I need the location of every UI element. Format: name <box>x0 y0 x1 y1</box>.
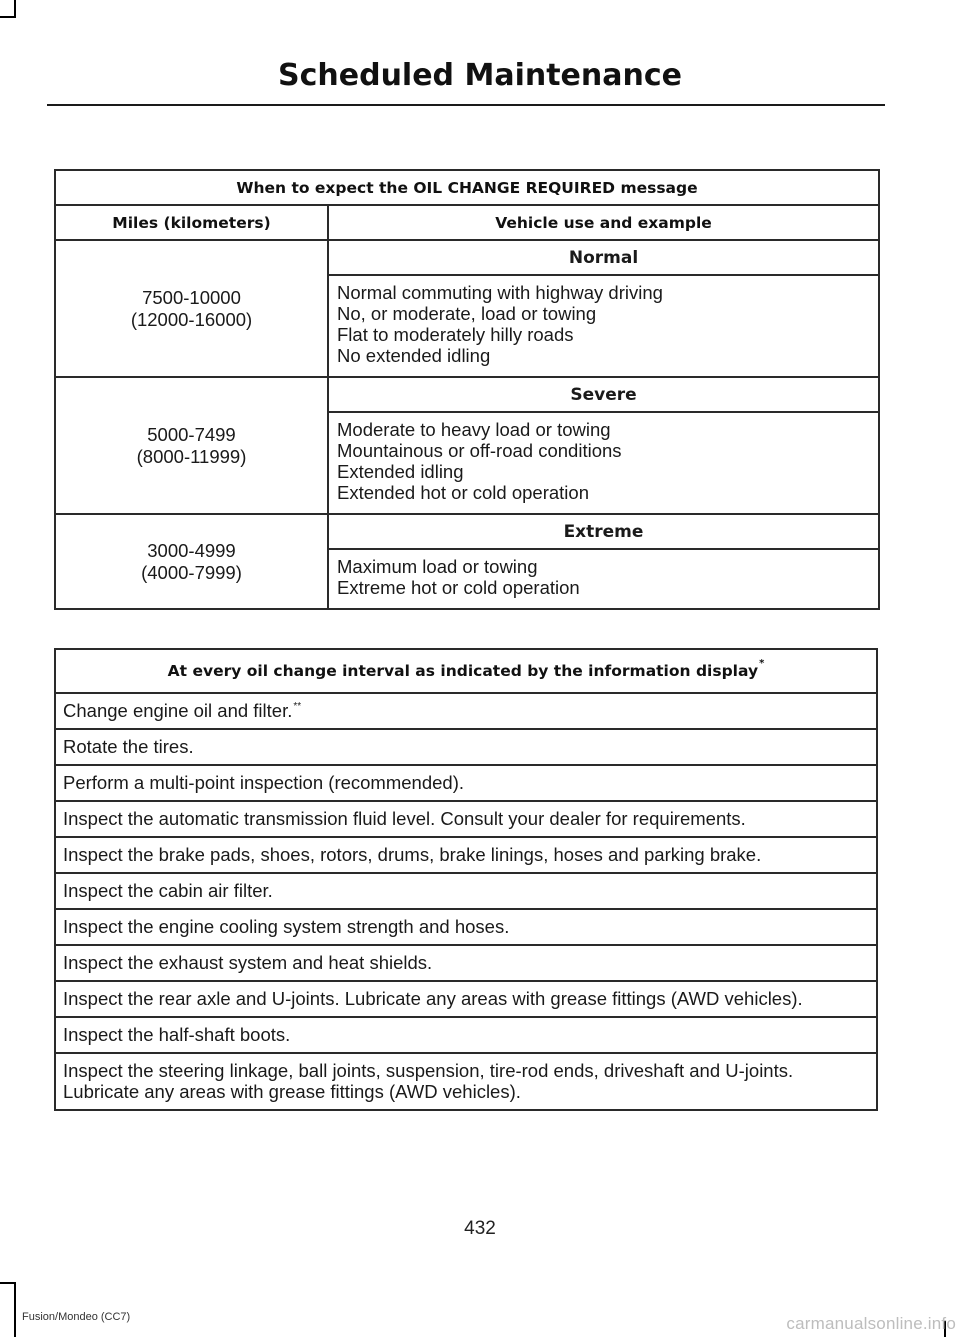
maintenance-item: Inspect the brake pads, shoes, rotors, drums, brake linings, hoses and parking brake. <box>63 844 762 865</box>
maintenance-item: Perform a multi-point inspection (recommended). <box>63 772 464 793</box>
column-header-vehicle-use: Vehicle use and example <box>328 205 879 240</box>
usage-category: Severe <box>328 377 879 412</box>
table-row <box>55 801 877 837</box>
maintenance-item: Inspect the cabin air filter. <box>63 880 273 901</box>
usage-line: Extended idling <box>337 461 464 482</box>
usage-line: Flat to moderately hilly roads <box>337 324 574 345</box>
usage-line: Extreme hot or cold operation <box>337 577 580 598</box>
usage-line: No extended idling <box>337 345 491 366</box>
maintenance-item: Inspect the half-shaft boots. <box>63 1024 291 1045</box>
miles-value: 3000-4999 <box>147 539 236 561</box>
usage-category: Extreme <box>328 514 879 549</box>
header-divider <box>47 104 885 106</box>
table-row <box>55 1053 877 1110</box>
page-number: 432 <box>464 1218 496 1239</box>
crop-mark <box>0 1282 16 1284</box>
table-row <box>55 873 877 909</box>
kilometers-value: (4000-7999) <box>141 561 242 583</box>
column-header-miles: Miles (kilometers) <box>55 205 328 240</box>
table-row <box>55 729 877 765</box>
usage-line: Mountainous or off-road conditions <box>337 440 622 461</box>
interval-range-cell <box>55 240 328 377</box>
crop-mark <box>14 1282 16 1337</box>
table-row <box>55 765 877 801</box>
usage-line: Normal commuting with highway driving <box>337 282 663 303</box>
usage-line: Extended hot or cold operation <box>337 482 589 503</box>
maintenance-item: Inspect the engine cooling system strength and hoses. <box>63 916 510 937</box>
table-row <box>55 981 877 1017</box>
maintenance-item: Rotate the tires. <box>63 736 194 757</box>
miles-value: 5000-7499 <box>147 423 236 445</box>
usage-line: No, or moderate, load or towing <box>337 303 597 324</box>
kilometers-value: (12000-16000) <box>130 308 253 330</box>
crop-mark <box>14 0 16 17</box>
interval-range-cell <box>55 514 328 609</box>
watermark: carmanualsonline.info <box>786 1314 956 1333</box>
maintenance-item: Inspect the automatic transmission fluid level. Consult your dealer for requirements. <box>63 808 746 829</box>
footnote-mark: ** <box>293 701 302 712</box>
footer-model: Fusion/Mondeo (CC7) <box>22 1311 131 1323</box>
maintenance-item: Inspect the exhaust system and heat shields. <box>63 952 433 973</box>
oil-change-message-table <box>54 169 880 610</box>
maintenance-item: Inspect the rear axle and U-joints. Lubricate any areas with grease fittings (AWD vehicles). <box>63 988 803 1009</box>
miles-value: 7500-10000 <box>142 286 241 308</box>
usage-description <box>328 412 879 514</box>
usage-line: Moderate to heavy load or towing <box>337 419 611 440</box>
table-row <box>55 909 877 945</box>
table-title-text: At every oil change interval as indicated by the information display <box>167 662 759 680</box>
table-row <box>55 693 877 729</box>
usage-line: Maximum load or towing <box>337 556 538 577</box>
crop-mark <box>0 16 16 18</box>
maintenance-item: Change engine oil and filter. <box>63 700 293 721</box>
table-row <box>55 837 877 873</box>
table-row <box>55 1017 877 1053</box>
table-row <box>55 945 877 981</box>
maintenance-item: Inspect the steering linkage, ball joints, suspension, tire-rod ends, driveshaft and U-joints. Lubricate any areas with grease fittings (AWD vehicles). <box>63 1060 794 1102</box>
usage-category: Normal <box>328 240 879 275</box>
page-title: Scheduled Maintenance <box>278 58 682 93</box>
kilometers-value: (8000-11999) <box>136 445 247 467</box>
oil-change-interval-table <box>54 648 878 1111</box>
usage-description <box>328 549 879 609</box>
interval-range-cell <box>55 377 328 514</box>
table-title <box>55 649 877 693</box>
usage-description <box>328 275 879 377</box>
table-title: When to expect the OIL CHANGE REQUIRED message <box>55 170 879 205</box>
footnote-mark: * <box>759 658 765 669</box>
